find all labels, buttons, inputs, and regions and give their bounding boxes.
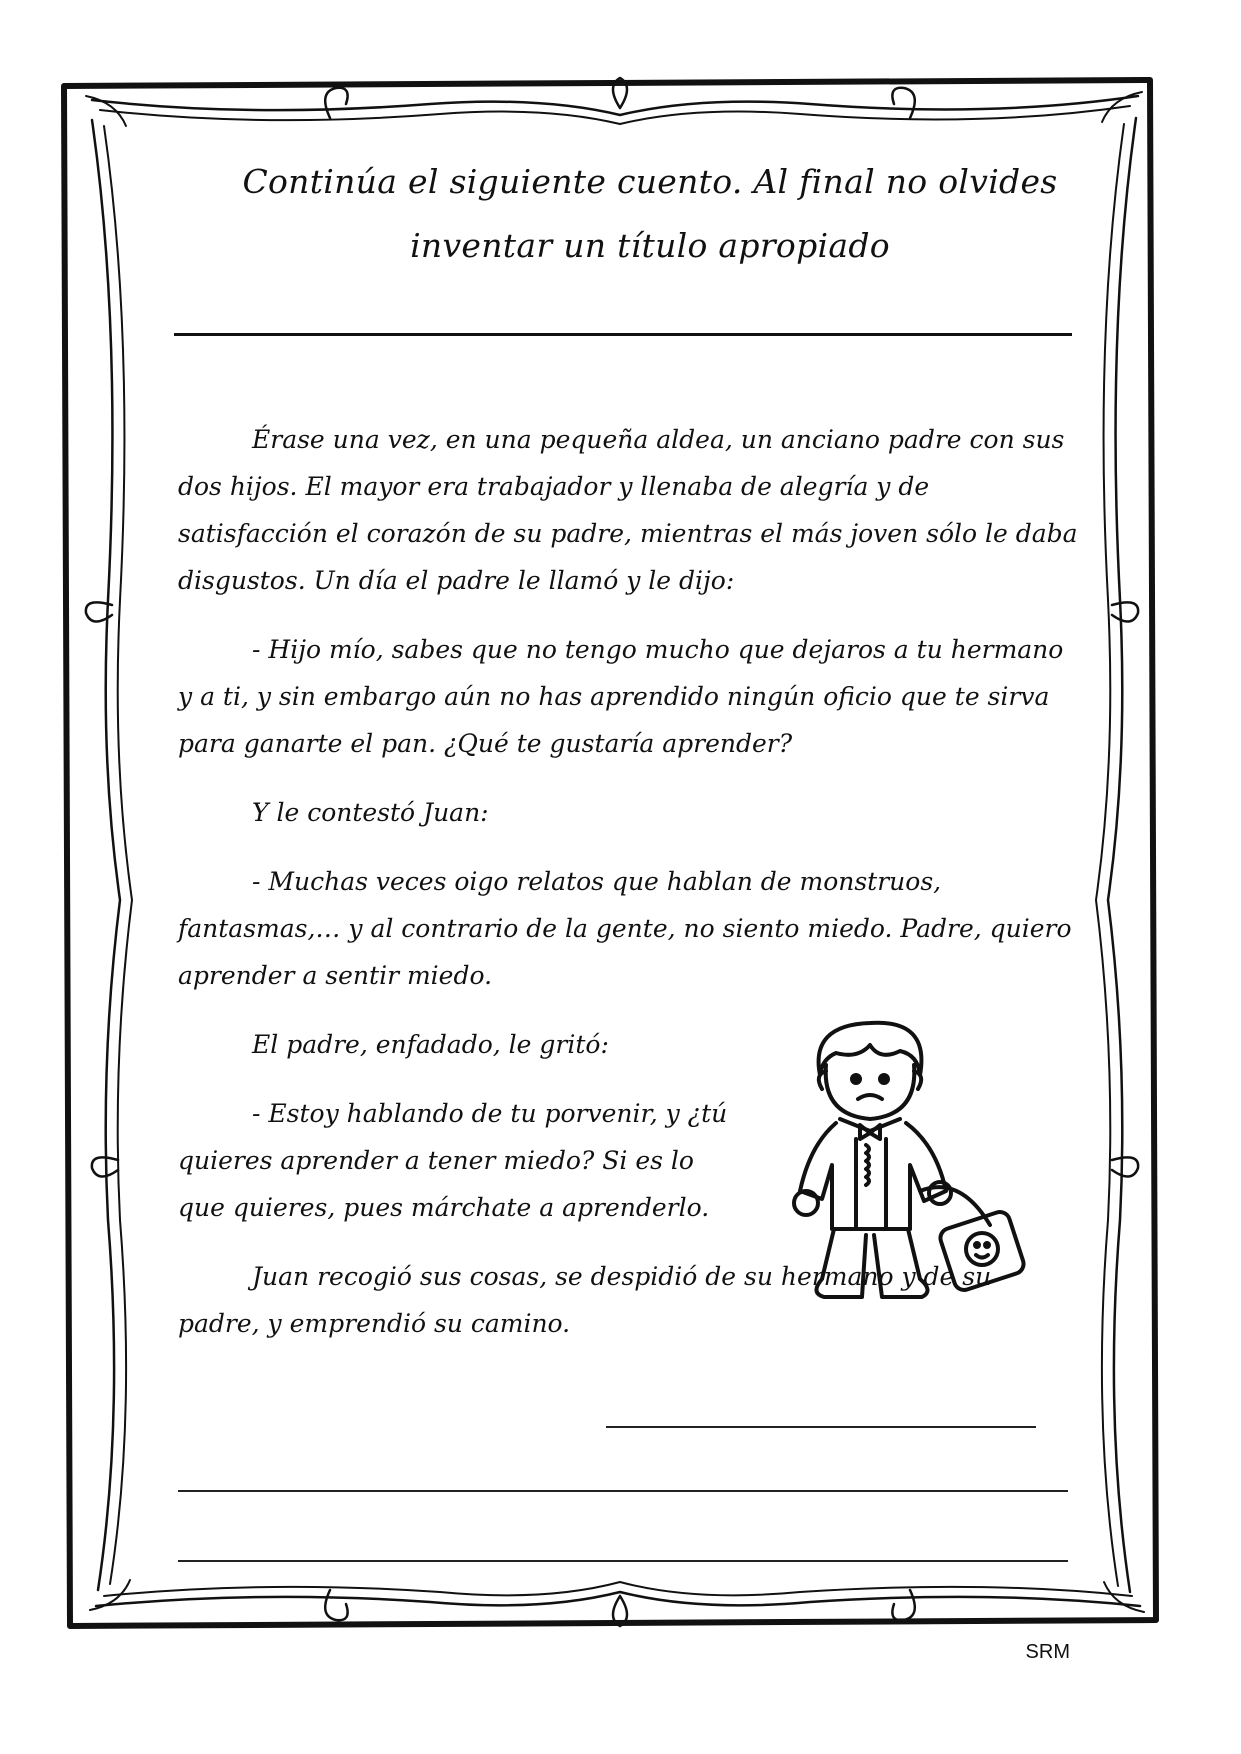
- story-paragraph-7: Juan recogió sus cosas, se despidió de su hermano y de su padre, y emprendió su camino.: [178, 1262, 992, 1338]
- instruction-title: [200, 150, 1100, 278]
- story-paragraph-3: Y le contestó Juan:: [252, 798, 489, 827]
- story-paragraph-2: - Hijo mío, sabes que no tengo mucho que dejaros a tu hermano y a ti, y sin embargo aún no has aprendido ningún oficio que te sirva para ganarte el pan. ¿Qué te gustaría aprender?: [178, 635, 1064, 758]
- story-paragraph-4: - Muchas veces oigo relatos que hablan de monstruos, fantasmas,… y al contrario de la gente, no siento miedo. Padre, quiero aprender a sentir miedo.: [178, 867, 1072, 990]
- author-initials: SRM: [1025, 1641, 1070, 1663]
- story-paragraph-6: - Estoy hablando de tu porvenir, y ¿tú quieres aprender a tener miedo? Si es lo que quieres, pues márchate a aprenderlo.: [178, 1099, 728, 1222]
- writing-line-3[interactable]: [178, 1560, 1068, 1562]
- boy-with-bag-icon: [770, 1015, 1050, 1315]
- writing-line-2[interactable]: [178, 1490, 1068, 1492]
- instruction-line-2: inventar un título apropiado: [410, 226, 890, 265]
- writing-line-1[interactable]: [606, 1426, 1036, 1428]
- story-paragraph-5: El padre, enfadado, le gritó:: [252, 1030, 609, 1059]
- instruction-line-1: Continúa el siguiente cuento. Al final no olvides: [242, 162, 1058, 201]
- story-paragraph-1: Érase una vez, en una pequeña aldea, un anciano padre con sus dos hijos. El mayor era trabajador y llenaba de alegría y de satisfacción el corazón de su padre, mientras el más joven sólo le daba disgustos. Un día el padre le llamó y le dijo:: [178, 425, 1078, 595]
- title-writing-line[interactable]: [174, 333, 1072, 336]
